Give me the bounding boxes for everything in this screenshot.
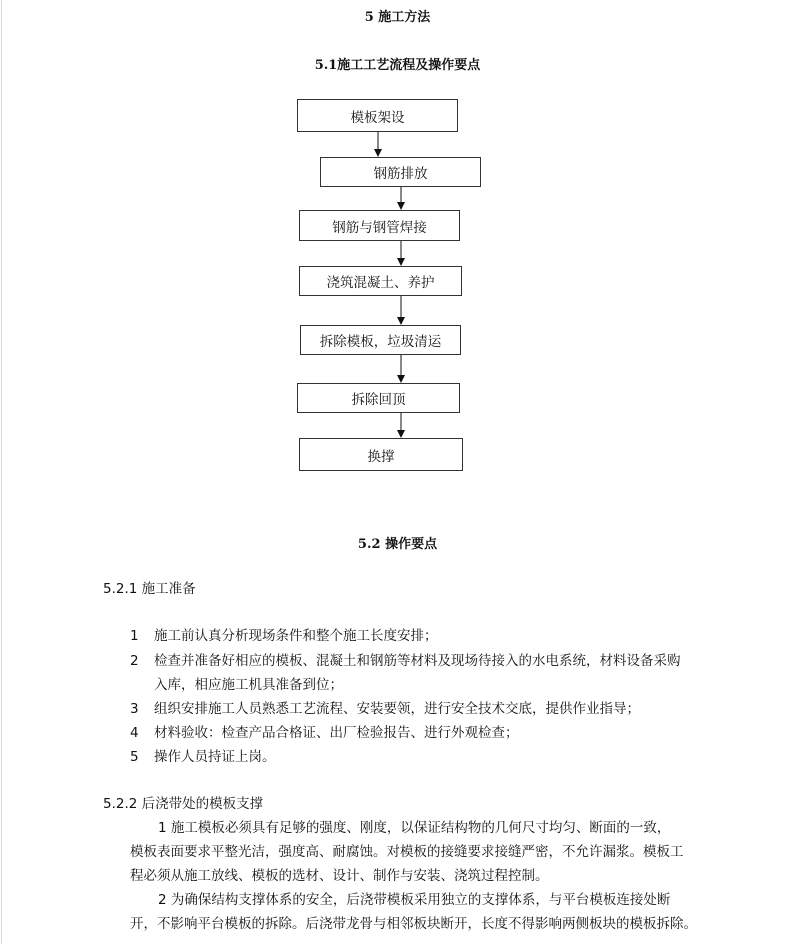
item-number: 2 bbox=[130, 653, 139, 669]
item-number: 4 bbox=[130, 725, 139, 741]
item-text: 材料验收：检查产品合格证、出厂检验报告、进行外观检查； bbox=[154, 725, 519, 741]
item-number: 3 bbox=[130, 701, 139, 717]
item-text: 操作人员持证上岗。 bbox=[154, 749, 276, 765]
flow-step-formwork-setup: 模板架设 bbox=[297, 99, 458, 132]
prep-item-2-continued: 入库，相应施工机具准备到位； bbox=[154, 677, 343, 693]
section-title: 5 施工方法 bbox=[364, 10, 431, 25]
flow-step-rebar-placement: 钢筋排放 bbox=[320, 157, 481, 187]
prep-item-3 bbox=[130, 700, 640, 718]
support-paragraph-line-1: 1 施工模板必须具有足够的强度、刚度，以保证结构物的几何尺寸均匀、断面的一致， bbox=[158, 820, 671, 836]
key-points-title: 5.2 操作要点 bbox=[357, 537, 438, 552]
support-paragraph-line-4: 2 为确保结构支撑体系的安全，后浇带模板采用独立的支撑体系，与平台模板连接处断 bbox=[158, 892, 671, 908]
flow-step-support-replacement: 换撑 bbox=[299, 438, 463, 471]
support-paragraph-line-5: 开，不影响平台模板的拆除。后浇带龙骨与相邻板块断开，长度不得影响两侧板块的模板拆除。 bbox=[130, 916, 697, 932]
flow-step-rebar-pipe-welding: 钢筋与钢管焊接 bbox=[299, 210, 460, 241]
item-text: 组织安排施工人员熟悉工艺流程、安装要领，进行安全技术交底，提供作业指导； bbox=[154, 701, 640, 717]
item-text: 检查并准备好相应的模板、混凝土和钢筋等材料及现场待接入的水电系统，材料设备采购 bbox=[154, 653, 681, 669]
prep-item-1 bbox=[130, 627, 438, 645]
subsection-title: 5.1施工工艺流程及操作要点 bbox=[314, 58, 481, 73]
support-paragraph-line-2: 模板表面要求平整光洁，强度高、耐腐蚀。对模板的接缝要求接缝严密，不允许漏浆。模板工 bbox=[130, 844, 684, 860]
flow-step-formwork-removal: 拆除模板，垃圾清运 bbox=[300, 325, 461, 355]
item-number: 5 bbox=[130, 749, 139, 765]
flow-step-concrete-pouring: 浇筑混凝土、养护 bbox=[299, 266, 462, 296]
prep-item-5 bbox=[130, 748, 276, 766]
support-heading: 5.2.2 后浇带处的模板支撑 bbox=[103, 796, 264, 812]
prep-heading: 5.2.1 施工准备 bbox=[103, 581, 196, 597]
support-paragraph-line-3: 程必须从施工放线、模板的选材、设计、制作与安装、浇筑过程控制。 bbox=[130, 868, 549, 884]
flow-step-backprop-removal: 拆除回顶 bbox=[297, 383, 460, 413]
item-number: 1 bbox=[130, 628, 139, 644]
prep-item-4 bbox=[130, 724, 519, 742]
prep-item-2 bbox=[130, 652, 681, 670]
item-text: 施工前认真分析现场条件和整个施工长度安排； bbox=[154, 628, 438, 644]
